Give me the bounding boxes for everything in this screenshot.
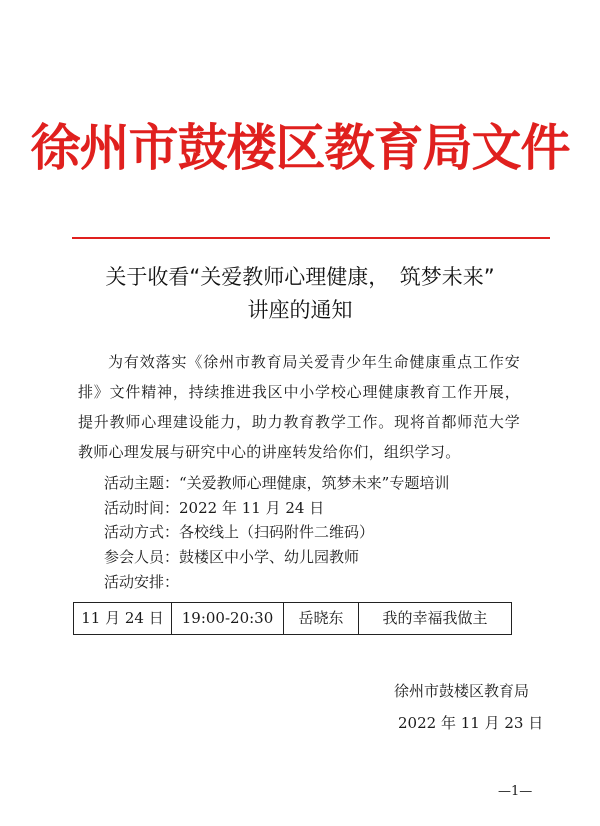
notice-title-line1: 关于收看“关爱教师心理健康， 筑梦未来” bbox=[105, 265, 495, 289]
notice-title-line2: 讲座的通知 bbox=[247, 298, 353, 322]
red-divider bbox=[72, 237, 550, 239]
activity-method: 活动方式：各校线上（扫码附件二维码） bbox=[104, 523, 375, 541]
signature-date: 2022 年 11 月 23 日 bbox=[398, 714, 544, 732]
notice-body: 为有效落实《徐州市教育局关爱青少年生命健康重点工作安排》文件精神，持续推进我区中小学校心理健康教育工作开展，提升教师心理建设能力，助力教育教学工作。现将首都师范大学教师心理发展与研究中心的讲座转发给你们，组织学习。 bbox=[78, 353, 520, 461]
activity-time: 活动时间：2022 年 11 月 24 日 bbox=[104, 499, 325, 517]
schedule-time-cell: 19:00-20:30 bbox=[172, 603, 284, 634]
signature-organization: 徐州市鼓楼区教育局 bbox=[394, 682, 530, 700]
document-masthead: 徐州市鼓楼区教育局文件 bbox=[30, 119, 570, 177]
schedule-date-cell: 11 月 24 日 bbox=[74, 603, 172, 634]
schedule-speaker-cell: 岳晓东 bbox=[284, 603, 359, 634]
activity-attendees: 参会人员：鼓楼区中小学、幼儿园教师 bbox=[104, 548, 360, 566]
activity-theme: 活动主题：“关爱教师心理健康，筑梦未来”专题培训 bbox=[104, 474, 450, 492]
schedule-table bbox=[73, 602, 512, 635]
page-number: —1— bbox=[498, 784, 533, 799]
schedule-topic-cell: 我的幸福我做主 bbox=[382, 609, 488, 627]
activity-schedule-label: 活动安排： bbox=[104, 573, 180, 591]
